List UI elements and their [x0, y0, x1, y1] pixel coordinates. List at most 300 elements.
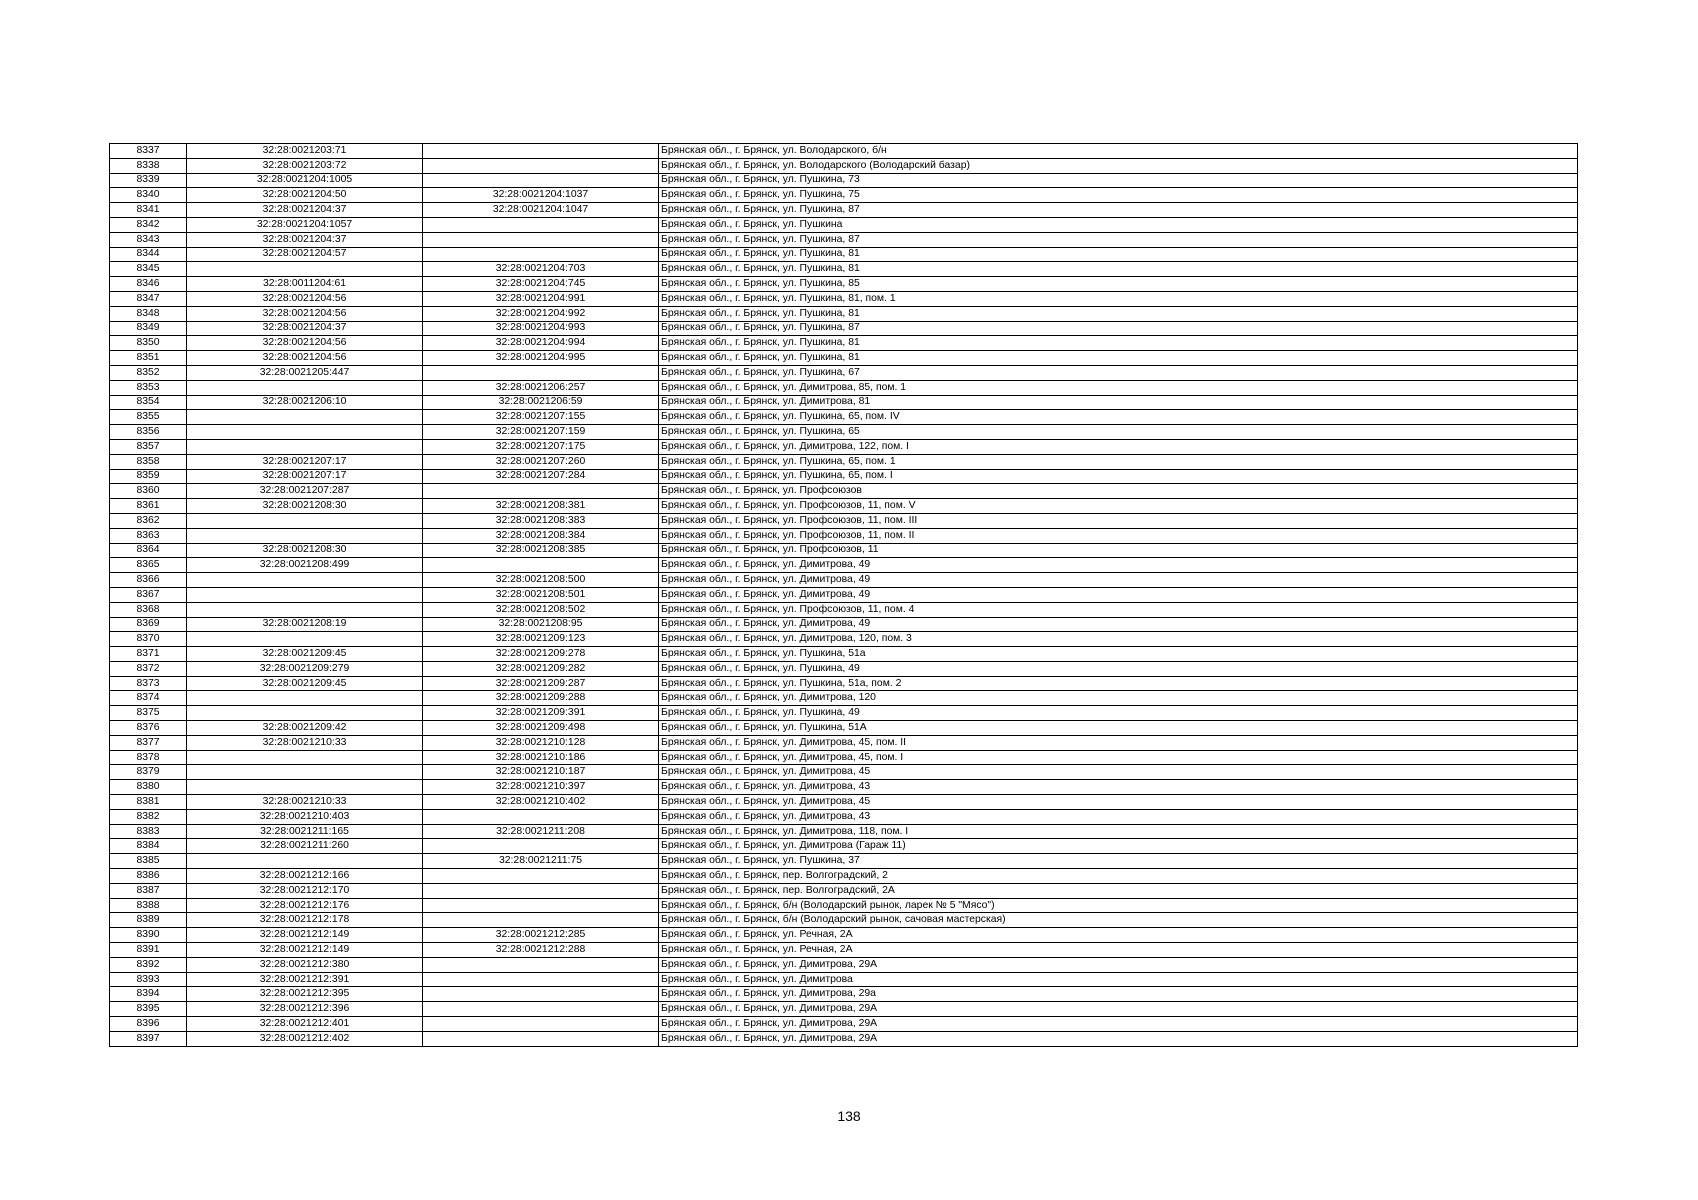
cadastral-number-cell: 32:28:0021207:17 — [187, 469, 423, 484]
table-row — [110, 1002, 1578, 1017]
row-number-cell: 8345 — [110, 262, 187, 277]
object-number-cell: 32:28:0021208:502 — [423, 602, 659, 617]
object-number-cell — [423, 232, 659, 247]
row-number-cell: 8349 — [110, 321, 187, 336]
table-row — [110, 336, 1578, 351]
table-row — [110, 972, 1578, 987]
row-number-cell: 8347 — [110, 291, 187, 306]
address-cell: Брянская обл., г. Брянск, ул. Димитрова, 120, пом. 3 — [659, 632, 1578, 647]
row-number-cell: 8356 — [110, 425, 187, 440]
address-cell: Брянская обл., г. Брянск, ул. Пушкина — [659, 217, 1578, 232]
table-row — [110, 869, 1578, 884]
table-row — [110, 839, 1578, 854]
table-row — [110, 543, 1578, 558]
table-row — [110, 439, 1578, 454]
cadastral-number-cell: 32:28:0021212:402 — [187, 1031, 423, 1046]
cadastral-number-cell: 32:28:0021212:149 — [187, 943, 423, 958]
object-number-cell: 32:28:0021212:288 — [423, 943, 659, 958]
address-cell: Брянская обл., г. Брянск, ул. Володарского (Володарский базар) — [659, 158, 1578, 173]
object-number-cell: 32:28:0021204:993 — [423, 321, 659, 336]
object-number-cell: 32:28:0021206:59 — [423, 395, 659, 410]
table-row — [110, 291, 1578, 306]
object-number-cell: 32:28:0021209:282 — [423, 661, 659, 676]
table-row — [110, 277, 1578, 292]
object-number-cell: 32:28:0021207:260 — [423, 454, 659, 469]
object-number-cell — [423, 247, 659, 262]
cadastral-number-cell — [187, 573, 423, 588]
row-number-cell: 8364 — [110, 543, 187, 558]
table-row — [110, 795, 1578, 810]
table-row — [110, 721, 1578, 736]
row-number-cell: 8369 — [110, 617, 187, 632]
cadastral-number-cell: 32:28:0021203:71 — [187, 144, 423, 159]
row-number-cell: 8337 — [110, 144, 187, 159]
object-number-cell — [423, 898, 659, 913]
table-row — [110, 706, 1578, 721]
cadastral-number-cell: 32:28:0021212:149 — [187, 928, 423, 943]
address-cell: Брянская обл., г. Брянск, ул. Димитрова — [659, 972, 1578, 987]
object-number-cell: 32:28:0021210:402 — [423, 795, 659, 810]
address-cell: Брянская обл., г. Брянск, пер. Волгоградский, 2 — [659, 869, 1578, 884]
object-number-cell: 32:28:0021204:994 — [423, 336, 659, 351]
object-number-cell: 32:28:0021206:257 — [423, 380, 659, 395]
object-number-cell: 32:28:0021208:381 — [423, 499, 659, 514]
table-row — [110, 158, 1578, 173]
row-number-cell: 8378 — [110, 750, 187, 765]
table-row — [110, 587, 1578, 602]
address-cell: Брянская обл., г. Брянск, ул. Пушкина, 81 — [659, 306, 1578, 321]
table-row — [110, 1031, 1578, 1046]
row-number-cell: 8368 — [110, 602, 187, 617]
object-number-cell: 32:28:0021208:385 — [423, 543, 659, 558]
object-number-cell: 32:28:0021207:155 — [423, 410, 659, 425]
table-row — [110, 558, 1578, 573]
row-number-cell: 8371 — [110, 647, 187, 662]
address-cell: Брянская обл., г. Брянск, б/н (Володарский рынок, ларек № 5 "Мясо") — [659, 898, 1578, 913]
row-number-cell: 8354 — [110, 395, 187, 410]
table-row — [110, 484, 1578, 499]
object-number-cell — [423, 957, 659, 972]
object-number-cell: 32:28:0021204:745 — [423, 277, 659, 292]
object-number-cell: 32:28:0021210:186 — [423, 750, 659, 765]
cadastral-number-cell — [187, 587, 423, 602]
address-cell: Брянская обл., г. Брянск, ул. Профсоюзов, 11, пом. III — [659, 513, 1578, 528]
cadastral-number-cell — [187, 262, 423, 277]
object-number-cell: 32:28:0021209:287 — [423, 676, 659, 691]
table-row — [110, 957, 1578, 972]
row-number-cell: 8383 — [110, 824, 187, 839]
object-number-cell — [423, 484, 659, 499]
table-row — [110, 617, 1578, 632]
object-number-cell — [423, 809, 659, 824]
cadastral-number-cell: 32:28:0021212:395 — [187, 987, 423, 1002]
address-cell: Брянская обл., г. Брянск, ул. Димитрова, 29А — [659, 1031, 1578, 1046]
address-cell: Брянская обл., г. Брянск, ул. Димитрова, 45, пом. II — [659, 735, 1578, 750]
cadastral-number-cell: 32:28:0021209:42 — [187, 721, 423, 736]
cadastral-number-cell: 32:28:0021208:499 — [187, 558, 423, 573]
object-number-cell — [423, 972, 659, 987]
cadastral-number-cell: 32:28:0021204:56 — [187, 291, 423, 306]
row-number-cell: 8372 — [110, 661, 187, 676]
cadastral-number-cell — [187, 780, 423, 795]
row-number-cell: 8342 — [110, 217, 187, 232]
row-number-cell: 8390 — [110, 928, 187, 943]
row-number-cell: 8367 — [110, 587, 187, 602]
row-number-cell: 8344 — [110, 247, 187, 262]
table-row — [110, 765, 1578, 780]
table-row — [110, 188, 1578, 203]
table-row — [110, 247, 1578, 262]
cadastral-number-cell: 32:28:0021204:57 — [187, 247, 423, 262]
cadastral-number-cell: 32:28:0021204:37 — [187, 203, 423, 218]
address-cell: Брянская обл., г. Брянск, ул. Пушкина, 65, пом. 1 — [659, 454, 1578, 469]
table-row — [110, 676, 1578, 691]
row-number-cell: 8339 — [110, 173, 187, 188]
address-cell: Брянская обл., г. Брянск, ул. Димитрова, 45 — [659, 795, 1578, 810]
table-row — [110, 691, 1578, 706]
table-row — [110, 232, 1578, 247]
object-number-cell — [423, 558, 659, 573]
address-cell: Брянская обл., г. Брянск, ул. Пушкина, 75 — [659, 188, 1578, 203]
address-cell: Брянская обл., г. Брянск, ул. Речная, 2А — [659, 943, 1578, 958]
cadastral-number-cell — [187, 750, 423, 765]
address-cell: Брянская обл., г. Брянск, ул. Пушкина, 87 — [659, 232, 1578, 247]
row-number-cell: 8351 — [110, 351, 187, 366]
object-number-cell: 32:28:0021204:1037 — [423, 188, 659, 203]
row-number-cell: 8363 — [110, 528, 187, 543]
address-cell: Брянская обл., г. Брянск, ул. Пушкина, 65, пом. IV — [659, 410, 1578, 425]
table-row — [110, 203, 1578, 218]
row-number-cell: 8373 — [110, 676, 187, 691]
table-row — [110, 144, 1578, 159]
registry-table — [109, 143, 1578, 1047]
cadastral-number-cell: 32:28:0021209:45 — [187, 676, 423, 691]
cadastral-number-cell — [187, 691, 423, 706]
object-number-cell: 32:28:0021207:175 — [423, 439, 659, 454]
address-cell: Брянская обл., г. Брянск, ул. Димитрова, 120 — [659, 691, 1578, 706]
object-number-cell: 32:28:0021207:159 — [423, 425, 659, 440]
address-cell: Брянская обл., г. Брянск, ул. Пушкина, 73 — [659, 173, 1578, 188]
cadastral-number-cell: 32:28:0021206:10 — [187, 395, 423, 410]
cadastral-number-cell: 32:28:0021208:19 — [187, 617, 423, 632]
table-row — [110, 173, 1578, 188]
address-cell: Брянская обл., г. Брянск, ул. Димитрова (Гараж 11) — [659, 839, 1578, 854]
object-number-cell — [423, 217, 659, 232]
address-cell: Брянская обл., г. Брянск, ул. Димитрова, 122, пом. I — [659, 439, 1578, 454]
row-number-cell: 8382 — [110, 809, 187, 824]
object-number-cell: 32:28:0021209:123 — [423, 632, 659, 647]
table-row — [110, 425, 1578, 440]
address-cell: Брянская обл., г. Брянск, ул. Пушкина, 87 — [659, 321, 1578, 336]
address-cell: Брянская обл., г. Брянск, ул. Пушкина, 51а — [659, 647, 1578, 662]
row-number-cell: 8361 — [110, 499, 187, 514]
cadastral-number-cell: 32:28:0021212:401 — [187, 1017, 423, 1032]
object-number-cell: 32:28:0021204:992 — [423, 306, 659, 321]
object-number-cell — [423, 1002, 659, 1017]
cadastral-number-cell: 32:28:0021212:176 — [187, 898, 423, 913]
row-number-cell: 8379 — [110, 765, 187, 780]
cadastral-number-cell: 32:28:0021204:1005 — [187, 173, 423, 188]
address-cell: Брянская обл., г. Брянск, ул. Пушкина, 67 — [659, 365, 1578, 380]
row-number-cell: 8359 — [110, 469, 187, 484]
address-cell: Брянская обл., г. Брянск, ул. Димитрова, 45 — [659, 765, 1578, 780]
object-number-cell — [423, 883, 659, 898]
address-cell: Брянская обл., г. Брянск, ул. Пушкина, 65, пом. I — [659, 469, 1578, 484]
row-number-cell: 8375 — [110, 706, 187, 721]
table-row — [110, 513, 1578, 528]
table-row — [110, 987, 1578, 1002]
cadastral-number-cell — [187, 632, 423, 647]
row-number-cell: 8362 — [110, 513, 187, 528]
object-number-cell: 32:28:0021210:128 — [423, 735, 659, 750]
address-cell: Брянская обл., г. Брянск, ул. Пушкина, 37 — [659, 854, 1578, 869]
table-row — [110, 1017, 1578, 1032]
cadastral-number-cell: 32:28:0021204:1057 — [187, 217, 423, 232]
address-cell: Брянская обл., г. Брянск, ул. Пушкина, 51А — [659, 721, 1578, 736]
cadastral-number-cell: 32:28:0021207:287 — [187, 484, 423, 499]
table-row — [110, 809, 1578, 824]
row-number-cell: 8394 — [110, 987, 187, 1002]
address-cell: Брянская обл., г. Брянск, ул. Пушкина, 87 — [659, 203, 1578, 218]
row-number-cell: 8348 — [110, 306, 187, 321]
row-number-cell: 8377 — [110, 735, 187, 750]
address-cell: Брянская обл., г. Брянск, ул. Димитрова, 29а — [659, 987, 1578, 1002]
address-cell: Брянская обл., г. Брянск, ул. Профсоюзов, 11 — [659, 543, 1578, 558]
address-cell: Брянская обл., г. Брянск, ул. Профсоюзов — [659, 484, 1578, 499]
address-cell: Брянская обл., г. Брянск, ул. Димитрова, 45, пом. I — [659, 750, 1578, 765]
object-number-cell: 32:28:0021210:397 — [423, 780, 659, 795]
row-number-cell: 8385 — [110, 854, 187, 869]
address-cell: Брянская обл., г. Брянск, ул. Димитрова, 85, пом. 1 — [659, 380, 1578, 395]
cadastral-number-cell: 32:28:0021210:33 — [187, 735, 423, 750]
cadastral-number-cell: 32:28:0021212:380 — [187, 957, 423, 972]
page-number: 138 — [837, 1108, 861, 1124]
row-number-cell: 8384 — [110, 839, 187, 854]
cadastral-number-cell — [187, 854, 423, 869]
row-number-cell: 8338 — [110, 158, 187, 173]
row-number-cell: 8381 — [110, 795, 187, 810]
cadastral-number-cell: 32:28:0021211:260 — [187, 839, 423, 854]
table-row — [110, 573, 1578, 588]
cadastral-number-cell: 32:28:0021211:165 — [187, 824, 423, 839]
table-row — [110, 262, 1578, 277]
address-cell: Брянская обл., г. Брянск, ул. Пушкина, 65 — [659, 425, 1578, 440]
object-number-cell — [423, 1017, 659, 1032]
table-row — [110, 321, 1578, 336]
object-number-cell: 32:28:0021208:383 — [423, 513, 659, 528]
object-number-cell: 32:28:0021204:1047 — [423, 203, 659, 218]
object-number-cell: 32:28:0021209:278 — [423, 647, 659, 662]
cadastral-number-cell: 32:28:0021212:166 — [187, 869, 423, 884]
table-row — [110, 854, 1578, 869]
row-number-cell: 8343 — [110, 232, 187, 247]
table-row — [110, 365, 1578, 380]
cadastral-number-cell: 32:28:0021212:170 — [187, 883, 423, 898]
address-cell: Брянская обл., г. Брянск, ул. Димитрова, 49 — [659, 587, 1578, 602]
cadastral-number-cell — [187, 439, 423, 454]
cadastral-number-cell: 32:28:0021210:403 — [187, 809, 423, 824]
cadastral-number-cell — [187, 410, 423, 425]
object-number-cell: 32:28:0021204:703 — [423, 262, 659, 277]
cadastral-number-cell: 32:28:0021204:56 — [187, 336, 423, 351]
address-cell: Брянская обл., г. Брянск, ул. Пушкина, 81 — [659, 247, 1578, 262]
table-row — [110, 306, 1578, 321]
address-cell: Брянская обл., г. Брянск, б/н (Володарский рынок, сачовая мастерская) — [659, 913, 1578, 928]
row-number-cell: 8366 — [110, 573, 187, 588]
object-number-cell — [423, 158, 659, 173]
address-cell: Брянская обл., г. Брянск, ул. Димитрова, 29А — [659, 1017, 1578, 1032]
cadastral-number-cell: 32:28:0021205:447 — [187, 365, 423, 380]
object-number-cell — [423, 365, 659, 380]
object-number-cell: 32:28:0021209:391 — [423, 706, 659, 721]
object-number-cell: 32:28:0021210:187 — [423, 765, 659, 780]
object-number-cell — [423, 144, 659, 159]
cadastral-number-cell: 32:28:0021204:56 — [187, 306, 423, 321]
address-cell: Брянская обл., г. Брянск, ул. Димитрова, 49 — [659, 617, 1578, 632]
object-number-cell: 32:28:0021207:284 — [423, 469, 659, 484]
address-cell: Брянская обл., г. Брянск, ул. Димитрова, 81 — [659, 395, 1578, 410]
table-row — [110, 602, 1578, 617]
table-row — [110, 824, 1578, 839]
cadastral-number-cell: 32:28:0021204:50 — [187, 188, 423, 203]
object-number-cell — [423, 869, 659, 884]
row-number-cell: 8388 — [110, 898, 187, 913]
row-number-cell: 8353 — [110, 380, 187, 395]
row-number-cell: 8376 — [110, 721, 187, 736]
table-row — [110, 217, 1578, 232]
address-cell: Брянская обл., г. Брянск, ул. Пушкина, 81 — [659, 351, 1578, 366]
cadastral-number-cell: 32:28:0021209:279 — [187, 661, 423, 676]
address-cell: Брянская обл., г. Брянск, ул. Димитрова, 49 — [659, 558, 1578, 573]
address-cell: Брянская обл., г. Брянск, ул. Димитрова, 49 — [659, 573, 1578, 588]
cadastral-number-cell — [187, 425, 423, 440]
cadastral-number-cell: 32:28:0021212:178 — [187, 913, 423, 928]
table-row — [110, 380, 1578, 395]
row-number-cell: 8341 — [110, 203, 187, 218]
table-row — [110, 780, 1578, 795]
address-cell: Брянская обл., г. Брянск, ул. Пушкина, 81 — [659, 262, 1578, 277]
object-number-cell: 32:28:0021208:501 — [423, 587, 659, 602]
row-number-cell: 8395 — [110, 1002, 187, 1017]
row-number-cell: 8357 — [110, 439, 187, 454]
cadastral-number-cell — [187, 706, 423, 721]
object-number-cell — [423, 987, 659, 1002]
table-row — [110, 883, 1578, 898]
address-cell: Брянская обл., г. Брянск, ул. Пушкина, 49 — [659, 661, 1578, 676]
cadastral-number-cell: 32:28:0021208:30 — [187, 543, 423, 558]
registry-table-body — [110, 144, 1578, 1047]
object-number-cell: 32:28:0021209:498 — [423, 721, 659, 736]
address-cell: Брянская обл., г. Брянск, пер. Волгоградский, 2А — [659, 883, 1578, 898]
row-number-cell: 8392 — [110, 957, 187, 972]
row-number-cell: 8360 — [110, 484, 187, 499]
table-row — [110, 913, 1578, 928]
table-row — [110, 898, 1578, 913]
table-row — [110, 928, 1578, 943]
cadastral-number-cell — [187, 528, 423, 543]
cadastral-number-cell — [187, 765, 423, 780]
cadastral-number-cell: 32:28:0021212:396 — [187, 1002, 423, 1017]
cadastral-number-cell: 32:28:0021207:17 — [187, 454, 423, 469]
table-row — [110, 469, 1578, 484]
address-cell: Брянская обл., г. Брянск, ул. Димитрова, 43 — [659, 780, 1578, 795]
row-number-cell: 8352 — [110, 365, 187, 380]
table-row — [110, 454, 1578, 469]
table-row — [110, 647, 1578, 662]
object-number-cell: 32:28:0021204:995 — [423, 351, 659, 366]
object-number-cell: 32:28:0021204:991 — [423, 291, 659, 306]
address-cell: Брянская обл., г. Брянск, ул. Володарского, б/н — [659, 144, 1578, 159]
address-cell: Брянская обл., г. Брянск, ул. Пушкина, 49 — [659, 706, 1578, 721]
row-number-cell: 8396 — [110, 1017, 187, 1032]
table-row — [110, 528, 1578, 543]
object-number-cell: 32:28:0021211:208 — [423, 824, 659, 839]
address-cell: Брянская обл., г. Брянск, ул. Профсоюзов, 11, пом. 4 — [659, 602, 1578, 617]
row-number-cell: 8391 — [110, 943, 187, 958]
object-number-cell: 32:28:0021209:288 — [423, 691, 659, 706]
address-cell: Брянская обл., г. Брянск, ул. Пушкина, 85 — [659, 277, 1578, 292]
row-number-cell: 8355 — [110, 410, 187, 425]
row-number-cell: 8346 — [110, 277, 187, 292]
table-row — [110, 410, 1578, 425]
cadastral-number-cell: 32:28:0021203:72 — [187, 158, 423, 173]
object-number-cell — [423, 173, 659, 188]
object-number-cell: 32:28:0021208:95 — [423, 617, 659, 632]
cadastral-number-cell: 32:28:0021212:391 — [187, 972, 423, 987]
row-number-cell: 8350 — [110, 336, 187, 351]
object-number-cell: 32:28:0021212:285 — [423, 928, 659, 943]
address-cell: Брянская обл., г. Брянск, ул. Речная, 2А — [659, 928, 1578, 943]
cadastral-number-cell — [187, 602, 423, 617]
row-number-cell: 8370 — [110, 632, 187, 647]
cadastral-number-cell: 32:28:0011204:61 — [187, 277, 423, 292]
object-number-cell — [423, 839, 659, 854]
row-number-cell: 8340 — [110, 188, 187, 203]
row-number-cell: 8380 — [110, 780, 187, 795]
object-number-cell: 32:28:0021211:75 — [423, 854, 659, 869]
address-cell: Брянская обл., г. Брянск, ул. Пушкина, 81 — [659, 336, 1578, 351]
cadastral-number-cell — [187, 380, 423, 395]
address-cell: Брянская обл., г. Брянск, ул. Димитрова, 29А — [659, 1002, 1578, 1017]
table-row — [110, 943, 1578, 958]
cadastral-number-cell: 32:28:0021204:37 — [187, 321, 423, 336]
table-row — [110, 351, 1578, 366]
object-number-cell — [423, 1031, 659, 1046]
cadastral-number-cell: 32:28:0021208:30 — [187, 499, 423, 514]
address-cell: Брянская обл., г. Брянск, ул. Профсоюзов, 11, пом. II — [659, 528, 1578, 543]
row-number-cell: 8358 — [110, 454, 187, 469]
address-cell: Брянская обл., г. Брянск, ул. Димитрова, 118, пом. I — [659, 824, 1578, 839]
row-number-cell: 8374 — [110, 691, 187, 706]
table-row — [110, 750, 1578, 765]
row-number-cell: 8365 — [110, 558, 187, 573]
address-cell: Брянская обл., г. Брянск, ул. Профсоюзов, 11, пом. V — [659, 499, 1578, 514]
row-number-cell: 8393 — [110, 972, 187, 987]
table-row — [110, 395, 1578, 410]
row-number-cell: 8397 — [110, 1031, 187, 1046]
table-row — [110, 499, 1578, 514]
address-cell: Брянская обл., г. Брянск, ул. Димитрова, 29А — [659, 957, 1578, 972]
table-row — [110, 735, 1578, 750]
cadastral-number-cell: 32:28:0021210:33 — [187, 795, 423, 810]
row-number-cell: 8389 — [110, 913, 187, 928]
table-row — [110, 661, 1578, 676]
cadastral-number-cell — [187, 513, 423, 528]
cadastral-number-cell: 32:28:0021204:37 — [187, 232, 423, 247]
table-row — [110, 632, 1578, 647]
object-number-cell: 32:28:0021208:500 — [423, 573, 659, 588]
address-cell: Брянская обл., г. Брянск, ул. Пушкина, 51а, пом. 2 — [659, 676, 1578, 691]
